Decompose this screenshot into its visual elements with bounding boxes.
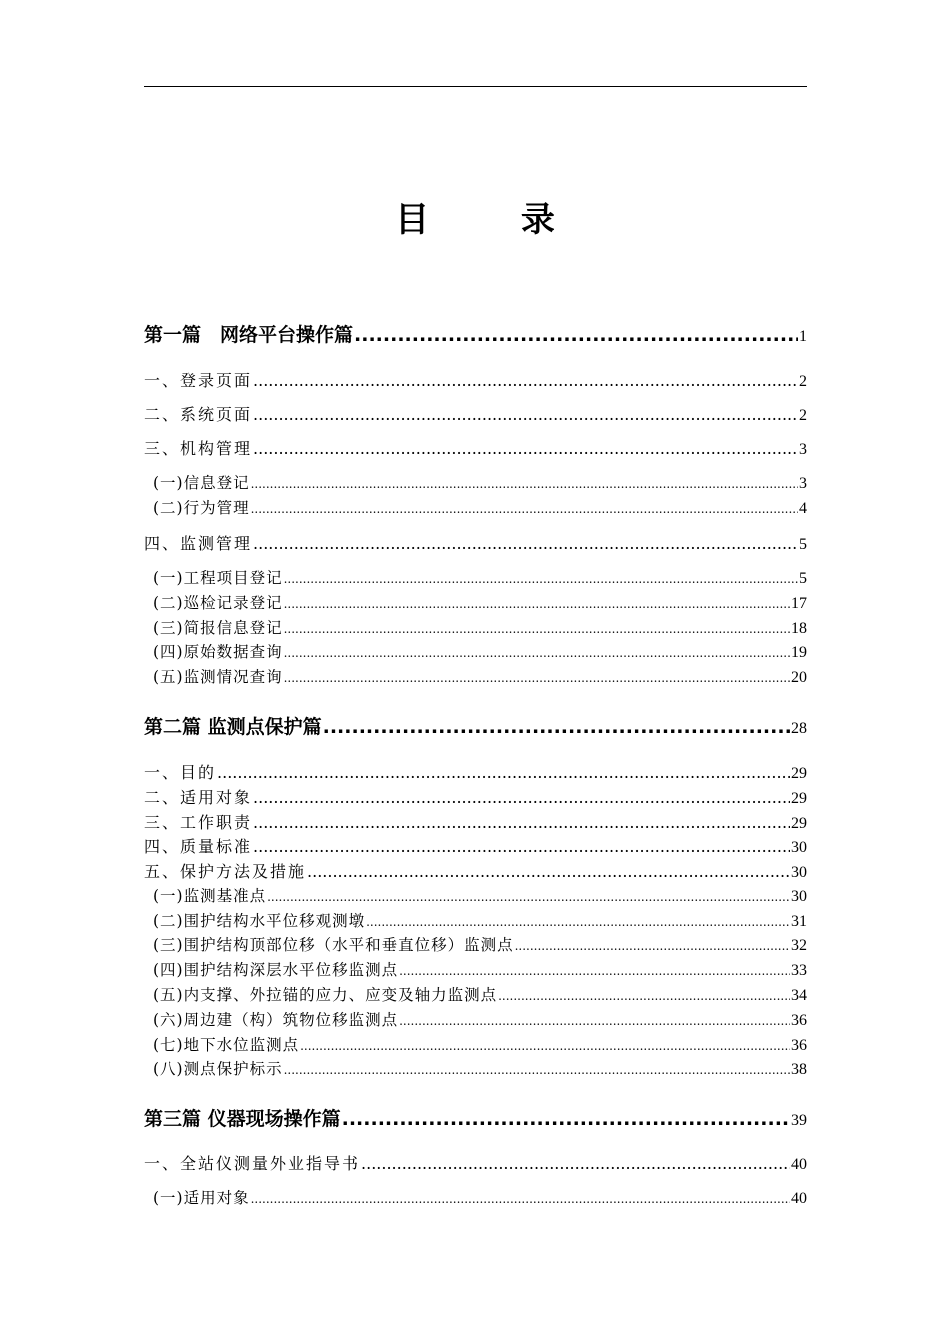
toc-subsection-entry[interactable] xyxy=(144,616,807,638)
toc-part-entry[interactable] xyxy=(144,320,807,347)
toc-dot-leader xyxy=(217,763,790,782)
toc-dot-leader xyxy=(366,915,790,929)
toc-dot-leader xyxy=(284,572,798,586)
toc-dot-leader xyxy=(399,1014,790,1028)
toc-section-entry[interactable] xyxy=(144,760,807,783)
toc-dot-leader xyxy=(251,502,798,516)
toc-page-number: 5 xyxy=(799,536,807,553)
toc-page-number: 33 xyxy=(791,962,807,979)
toc-dot-leader xyxy=(284,597,790,611)
toc-dot-leader xyxy=(253,371,798,390)
toc-subsection-entry[interactable] xyxy=(144,566,807,588)
toc-entry-label: (一)工程项目登记 xyxy=(153,569,283,587)
toc-entry-label: (六)周边建（构）筑物位移监测点 xyxy=(153,1011,399,1029)
toc-page-number: 20 xyxy=(791,669,807,686)
toc-subsection-entry[interactable] xyxy=(144,665,807,687)
toc-dot-leader xyxy=(342,1108,790,1130)
toc-dot-leader xyxy=(498,989,790,1003)
toc-page-number: 29 xyxy=(791,765,807,782)
toc-entry-label: 二、系统页面 xyxy=(144,405,253,424)
toc-page-number: 18 xyxy=(791,620,807,637)
toc-page-number: 17 xyxy=(791,595,807,612)
toc-entry-label: (八)测点保护标示 xyxy=(153,1060,283,1078)
toc-entry-label: (一)适用对象 xyxy=(153,1189,250,1207)
toc-page-number: 4 xyxy=(799,500,807,517)
toc-entry-label: 三、机构管理 xyxy=(144,439,253,458)
toc-section-entry[interactable] xyxy=(144,531,807,554)
toc-dot-leader xyxy=(253,439,798,458)
toc-subsection-entry[interactable] xyxy=(144,471,807,493)
toc-subsection-entry[interactable] xyxy=(144,1033,807,1055)
toc-dot-leader xyxy=(284,646,790,660)
header-rule xyxy=(144,86,807,87)
toc-page-number: 1 xyxy=(799,328,807,345)
toc-entry-label: (二)行为管理 xyxy=(153,499,250,517)
toc-dot-leader xyxy=(284,622,790,636)
toc-subsection-entry[interactable] xyxy=(144,1057,807,1079)
toc-dot-leader xyxy=(323,716,790,738)
toc-entry-label: (二)巡检记录登记 xyxy=(153,594,283,612)
toc-page-number: 19 xyxy=(791,644,807,661)
toc-entry-label: (五)内支撑、外拉锚的应力、应变及轴力监测点 xyxy=(153,986,498,1004)
toc-entry-label: 一、全站仪测量外业指导书 xyxy=(144,1154,361,1173)
toc-subsection-entry[interactable] xyxy=(144,1186,807,1208)
toc-entry-label: 四、监测管理 xyxy=(144,534,253,553)
toc-page-number: 34 xyxy=(791,987,807,1004)
toc-dot-leader xyxy=(253,837,790,856)
toc-page-number: 30 xyxy=(791,888,807,905)
toc-page-number: 38 xyxy=(791,1061,807,1078)
toc-entry-label: (三)简报信息登记 xyxy=(153,619,283,637)
toc-page-number: 5 xyxy=(799,570,807,587)
toc-entry-label: (四)围护结构深层水平位移监测点 xyxy=(153,961,399,979)
toc-section-entry[interactable] xyxy=(144,859,807,882)
toc-page-number: 2 xyxy=(799,407,807,424)
toc-page-number: 40 xyxy=(791,1156,807,1173)
toc-page-number: 30 xyxy=(791,839,807,856)
toc-page-number: 29 xyxy=(791,815,807,832)
toc-dot-leader xyxy=(300,1039,790,1053)
toc-dot-leader xyxy=(253,813,790,832)
toc-dot-leader xyxy=(253,788,790,807)
toc-page-number: 3 xyxy=(799,441,807,458)
page-title: 目 录 xyxy=(395,200,595,240)
toc-part-entry[interactable] xyxy=(144,1104,807,1131)
toc-page-number: 36 xyxy=(791,1012,807,1029)
toc-section-entry[interactable] xyxy=(144,402,807,425)
toc-page-number: 28 xyxy=(791,720,807,737)
toc-section-entry[interactable] xyxy=(144,1151,807,1174)
toc-entry-label: 四、质量标准 xyxy=(144,837,253,856)
toc-section-entry[interactable] xyxy=(144,810,807,833)
toc-entry-label: (五)监测情况查询 xyxy=(153,668,283,686)
toc-entry-label: (七)地下水位监测点 xyxy=(153,1036,300,1054)
toc-page-number: 39 xyxy=(791,1112,807,1129)
toc-subsection-entry[interactable] xyxy=(144,884,807,906)
toc-subsection-entry[interactable] xyxy=(144,958,807,980)
toc-entry-label: 一、登录页面 xyxy=(144,371,253,390)
toc-page-number: 36 xyxy=(791,1037,807,1054)
toc-page-number: 29 xyxy=(791,790,807,807)
toc-subsection-entry[interactable] xyxy=(144,909,807,931)
toc-dot-leader xyxy=(251,1192,790,1206)
toc-subsection-entry[interactable] xyxy=(144,640,807,662)
toc-subsection-entry[interactable] xyxy=(144,983,807,1005)
toc-subsection-entry[interactable] xyxy=(144,933,807,955)
toc-entry-label: (一)信息登记 xyxy=(153,474,250,492)
toc-section-entry[interactable] xyxy=(144,785,807,808)
toc-entry-label: 五、保护方法及措施 xyxy=(144,862,307,881)
toc-dot-leader xyxy=(284,671,790,685)
toc-entry-label: 第三篇 仪器现场操作篇 xyxy=(144,1108,341,1130)
toc-page-number: 31 xyxy=(791,913,807,930)
toc-dot-leader xyxy=(253,405,798,424)
toc-part-entry[interactable] xyxy=(144,712,807,739)
toc-entry-label: 三、工作职责 xyxy=(144,813,253,832)
toc-entry-label: (三)围护结构顶部位移（水平和垂直位移）监测点 xyxy=(153,936,514,954)
toc-entry-label: (四)原始数据查询 xyxy=(153,643,283,661)
toc-page-number: 32 xyxy=(791,937,807,954)
toc-dot-leader xyxy=(307,862,790,881)
toc-subsection-entry[interactable] xyxy=(144,1008,807,1030)
toc-dot-leader xyxy=(361,1154,790,1173)
toc-dot-leader xyxy=(515,939,790,953)
toc-entry-label: 一、目的 xyxy=(144,763,217,782)
toc-entry-label: 第二篇 监测点保护篇 xyxy=(144,716,322,738)
toc-entry-label: 第一篇 网络平台操作篇 xyxy=(144,324,354,346)
toc-subsection-entry[interactable] xyxy=(144,591,807,613)
toc-entry-label: 二、适用对象 xyxy=(144,788,253,807)
toc-dot-leader xyxy=(251,477,798,491)
toc-dot-leader xyxy=(267,890,790,904)
toc-section-entry[interactable] xyxy=(144,436,807,459)
toc-dot-leader xyxy=(399,964,790,978)
toc-dot-leader xyxy=(354,324,798,346)
toc-page-number: 2 xyxy=(799,373,807,390)
toc-subsection-entry[interactable] xyxy=(144,496,807,518)
toc-page-number: 30 xyxy=(791,864,807,881)
toc-dot-leader xyxy=(253,534,798,553)
toc-section-entry[interactable] xyxy=(144,368,807,391)
toc-entry-label: (一)监测基准点 xyxy=(153,887,267,905)
toc-page-number: 40 xyxy=(791,1190,807,1207)
toc-section-entry[interactable] xyxy=(144,834,807,857)
toc-entry-label: (二)围护结构水平位移观测墩 xyxy=(153,912,366,930)
toc-page-number: 3 xyxy=(799,475,807,492)
toc-dot-leader xyxy=(284,1063,790,1077)
